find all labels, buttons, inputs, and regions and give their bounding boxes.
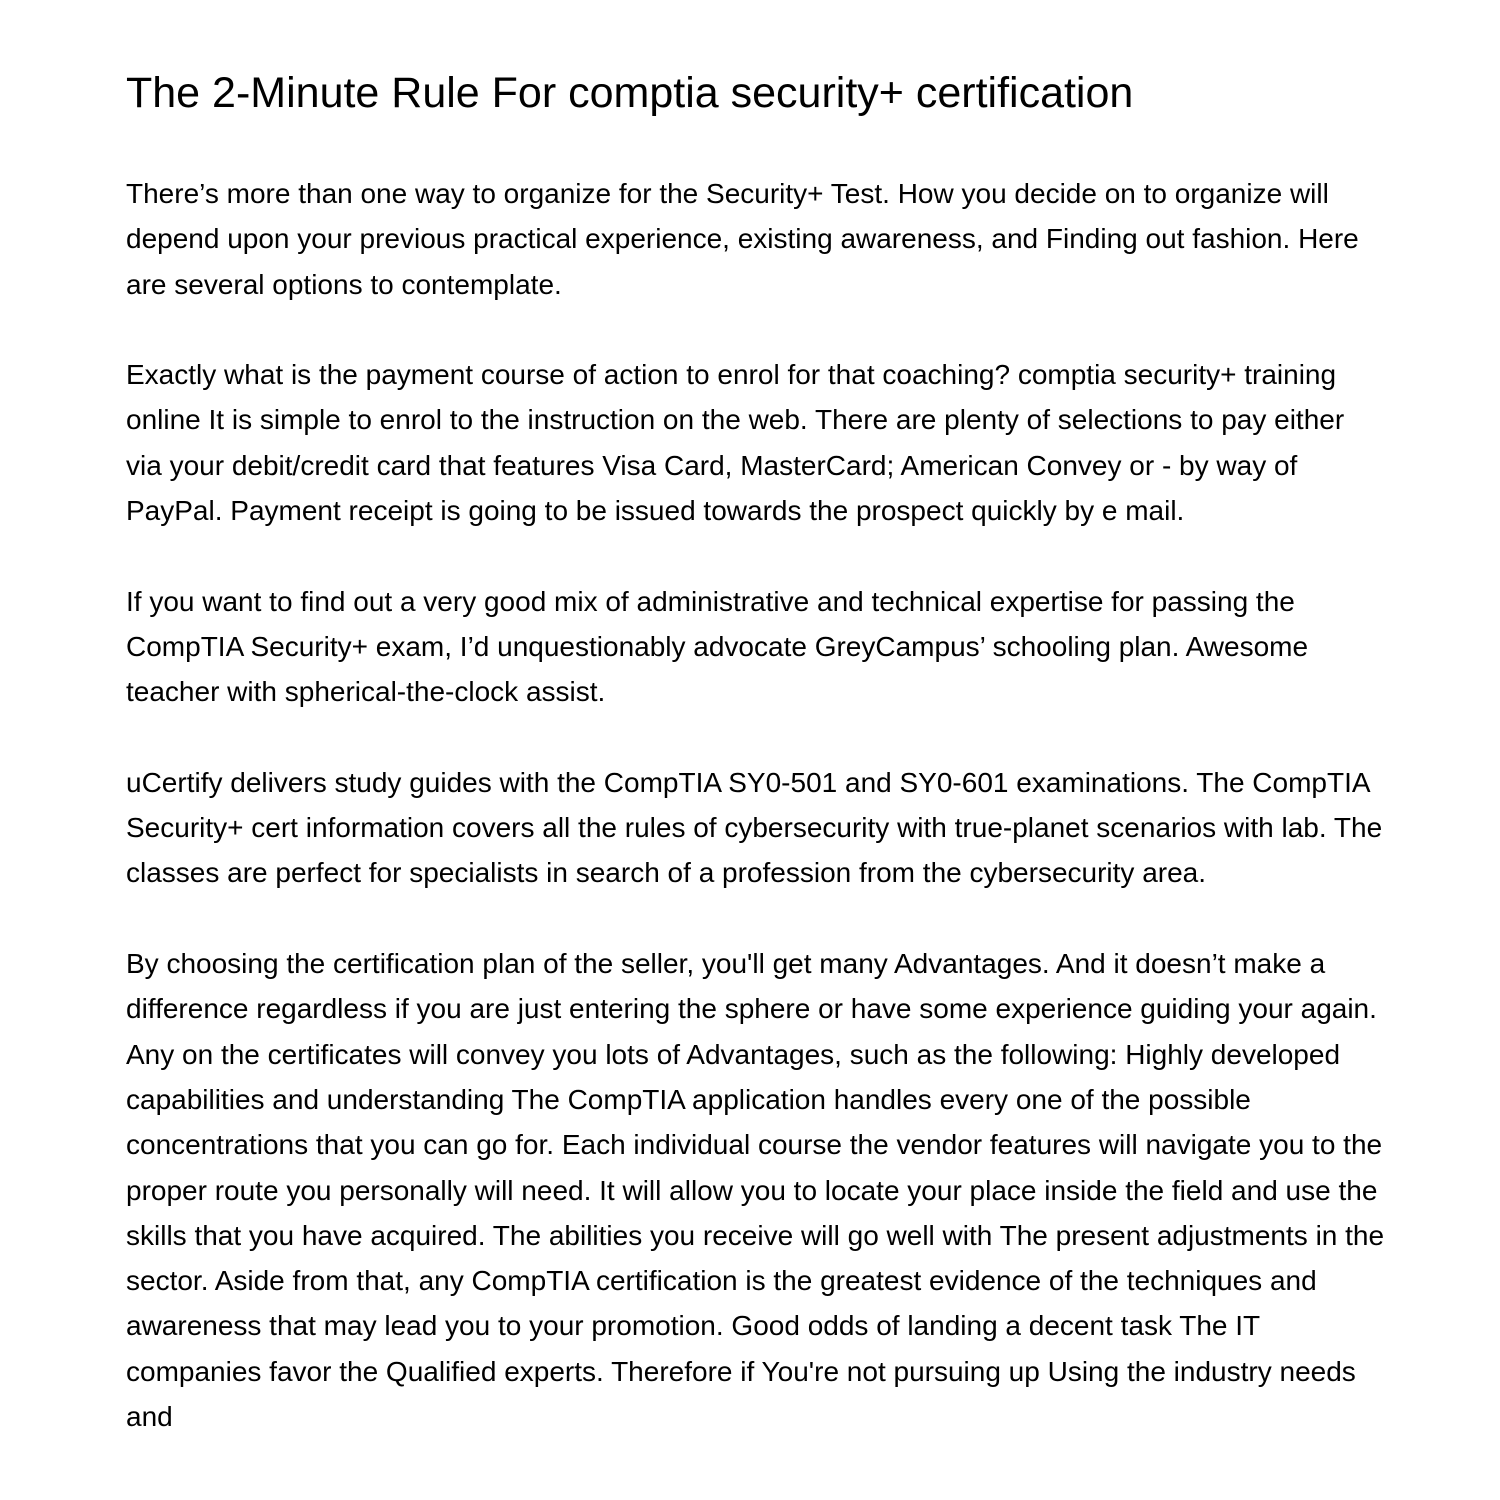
paragraph-ucertify: uCertify delivers study guides with the CompTIA SY0-501 and SY0-601 examinations. The CompTIA Security+ cert information covers all the rules of cybersecurity with true-planet scenarios with lab. The classes are perfect for specialists in search of a profession from the cybersecurity area.	[126, 766, 1383, 889]
paragraph-greycampus: If you want to find out a very good mix of administrative and technical expertise for passing the CompTIA Security+ exam, I’d unquestionably advocate GreyCampus’ schooling plan. Awesome teacher with spherical-the-clock assist.	[126, 585, 1309, 708]
paragraph-payment: Exactly what is the payment course of action to enrol for that coaching? comptia security+ training online It is simple to enrol to the instruction on the web. There are plenty of selections to pay either via your debit/credit card that features Visa Card, MasterCard; American Convey or - by way of PayPal. Payment receipt is going to be issued towards the prospect quickly by e mail.	[126, 359, 1345, 527]
paragraph-organize: There’s more than one way to organize for the Security+ Test. How you decide on to organize will depend upon your previous practical experience, existing awareness, and Finding out fashion. Here are several options to contemplate.	[126, 178, 1359, 300]
paragraph-advantages: By choosing the certification plan of the seller, you'll get many Advantages. And it doesn’t make a difference regardless if you are just entering the sphere or have some experience guiding your again. Any on the certificates will convey you lots of Advantages, such as the following: Highly developed capabilities and understanding The CompTIA application handles every one of the possible concentrations that you can go for. Each individual course the vendor features will navigate you to the proper route you personally will need. It will allow you to locate your place inside the field and use the skills that you have acquired. The abilities you receive will go well with The present adjustments in the sector. Aside from that, any CompTIA certification is the greatest evidence of the techniques and awareness that may lead you to your promotion. Good odds of landing a decent task The IT companies favor the Qualified experts. Therefore if You're not pursuing up Using the industry needs and	[126, 948, 1385, 1433]
document-content	[126, 68, 1386, 1439]
page-title: The 2-Minute Rule For comptia security+ certification	[126, 69, 1134, 117]
